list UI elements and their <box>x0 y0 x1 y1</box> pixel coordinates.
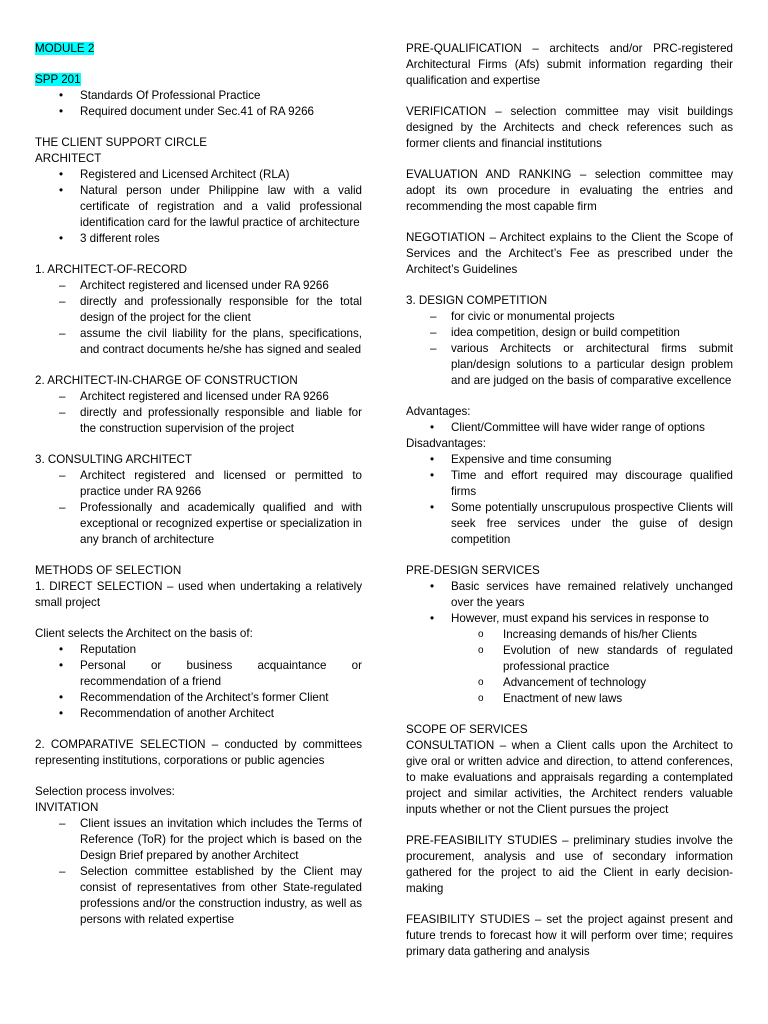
spp-title: SPP 201 <box>35 73 81 86</box>
aor-heading: 1. ARCHITECT-OF-RECORD <box>35 263 188 276</box>
list-item: – Client issues an invitation which includes the Terms of Reference (ToR) for the project which is based on the Design Brief prepared by another Architect <box>35 816 362 864</box>
design-competition-heading: 3. DESIGN COMPETITION <box>406 294 548 307</box>
ca-list <box>35 468 362 548</box>
prefeasibility: PRE-FEASIBILITY STUDIES – preliminary studies involve the procurement, analysis and use of secondary information gathered for the project to aid the Client in early decision-making <box>406 834 733 895</box>
list-item: – Professionally and academically qualified and with exceptional or recognized expertise or specialization in any branch of architecture <box>35 500 362 548</box>
left-column <box>35 41 362 928</box>
architect-list <box>35 167 362 247</box>
list-item: o Evolution of new standards of regulated professional practice <box>406 643 733 675</box>
list-item: • Reputation <box>35 642 362 658</box>
list-item: • Registered and Licensed Architect (RLA) <box>35 167 362 183</box>
client-selects: Client selects the Architect on the basis of: <box>35 627 253 640</box>
list-item: • 3 different roles <box>35 231 362 247</box>
list-item: • Client/Committee will have wider range of options <box>406 420 733 436</box>
consultation: CONSULTATION – when a Client calls upon the Architect to give oral or written advice and direction, to attend conferences, to make evaluations and appraisals regarding a contemplated project and similar activities, the Architect renders valuable inputs whether or not the Client pursues the project <box>406 739 733 816</box>
list-item: • Natural person under Philippine law with a valid certificate of registration and a valid professional identification card for the lawful practice of architecture <box>35 183 362 231</box>
invitation-heading: INVITATION <box>35 801 99 814</box>
invitation-list <box>35 816 362 928</box>
basis-list <box>35 642 362 722</box>
list-item: – assume the civil liability for the plans, specifications, and contract documents he/she has signed and sealed <box>35 326 362 358</box>
list-item: • Time and effort required may discourage qualified firms <box>406 468 733 500</box>
predesign-heading: PRE-DESIGN SERVICES <box>406 564 540 577</box>
list-item: – Architect registered and licensed or permitted to practice under RA 9266 <box>35 468 362 500</box>
list-item: – for civic or monumental projects <box>406 309 733 325</box>
verification: VERIFICATION – selection committee may visit buildings designed by the Architects and check references such as former clients and financial institutions <box>406 105 733 150</box>
prequalification: PRE-QUALIFICATION – architects and/or PRC-registered Architectural Firms (Afs) submit information regarding their qualification and expertise <box>406 42 733 87</box>
aic-heading: 2. ARCHITECT-IN-CHARGE OF CONSTRUCTION <box>35 374 298 387</box>
list-item: • However, must expand his services in response to <box>406 611 733 627</box>
evaluation-ranking: EVALUATION AND RANKING – selection committee may adopt its own procedure in evaluating the entries and recommending the most capable firm <box>406 168 733 213</box>
list-item: – directly and professionally responsible and liable for the construction supervision of the project <box>35 405 362 437</box>
list-item: – Selection committee established by the Client may consist of representatives from other State-regulated professions and/or the construction industry, as well as persons with related expertise <box>35 864 362 928</box>
process-heading: Selection process involves: <box>35 785 175 798</box>
list-item: • Required document under Sec.41 of RA 9266 <box>35 104 362 120</box>
list-item: – directly and professionally responsible for the total design of the project for the client <box>35 294 362 326</box>
module-title: MODULE 2 <box>35 42 95 55</box>
architect-heading: ARCHITECT <box>35 152 102 165</box>
circle-title: THE CLIENT SUPPORT CIRCLE <box>35 136 208 149</box>
ca-heading: 3. CONSULTING ARCHITECT <box>35 453 192 466</box>
comparative-selection: 2. COMPARATIVE SELECTION – conducted by committees representing institutions, corporations or public agencies <box>35 738 362 767</box>
list-item: – various Architects or architectural firms submit plan/design solutions to a particular design problem and are judged on the basis of comparative excellence <box>406 341 733 389</box>
advantages-heading: Advantages: <box>406 405 471 418</box>
list-item: – Architect registered and licensed under RA 9266 <box>35 278 362 294</box>
negotiation: NEGOTIATION – Architect explains to the Client the Scope of Services and the Architect’s Fee as prescribed under the Architect’s Guidelines <box>406 231 733 276</box>
list-item: • Recommendation of another Architect <box>35 706 362 722</box>
direct-selection: 1. DIRECT SELECTION – used when undertaking a relatively small project <box>35 580 362 609</box>
list-item: • Standards Of Professional Practice <box>35 88 362 104</box>
list-item: – Architect registered and licensed under RA 9266 <box>35 389 362 405</box>
predesign-list <box>406 579 733 627</box>
advantages-list <box>406 420 733 436</box>
scope-heading: SCOPE OF SERVICES <box>406 723 528 736</box>
aic-list <box>35 389 362 437</box>
aor-list <box>35 278 362 358</box>
methods-heading: METHODS OF SELECTION <box>35 564 182 577</box>
feasibility: FEASIBILITY STUDIES – set the project against present and future trends to forecast how it will perform over time; requires primary data gathering and analysis <box>406 913 733 958</box>
list-item: • Personal or business acquaintance or recommendation of a friend <box>35 658 362 690</box>
disadvantages-heading: Disadvantages: <box>406 437 486 450</box>
list-item: o Advancement of technology <box>406 675 733 691</box>
list-item: o Increasing demands of his/her Clients <box>406 627 733 643</box>
design-competition-list <box>406 309 733 389</box>
list-item: • Expensive and time consuming <box>406 452 733 468</box>
right-column <box>406 41 733 960</box>
list-item: o Enactment of new laws <box>406 691 733 707</box>
predesign-sublist <box>406 627 733 707</box>
disadvantages-list <box>406 452 733 548</box>
list-item: • Recommendation of the Architect’s former Client <box>35 690 362 706</box>
list-item: • Some potentially unscrupulous prospective Clients will seek free services under the guise of design competition <box>406 500 733 548</box>
list-item: – idea competition, design or build competition <box>406 325 733 341</box>
spp-list <box>35 88 362 120</box>
list-item: • Basic services have remained relatively unchanged over the years <box>406 579 733 611</box>
